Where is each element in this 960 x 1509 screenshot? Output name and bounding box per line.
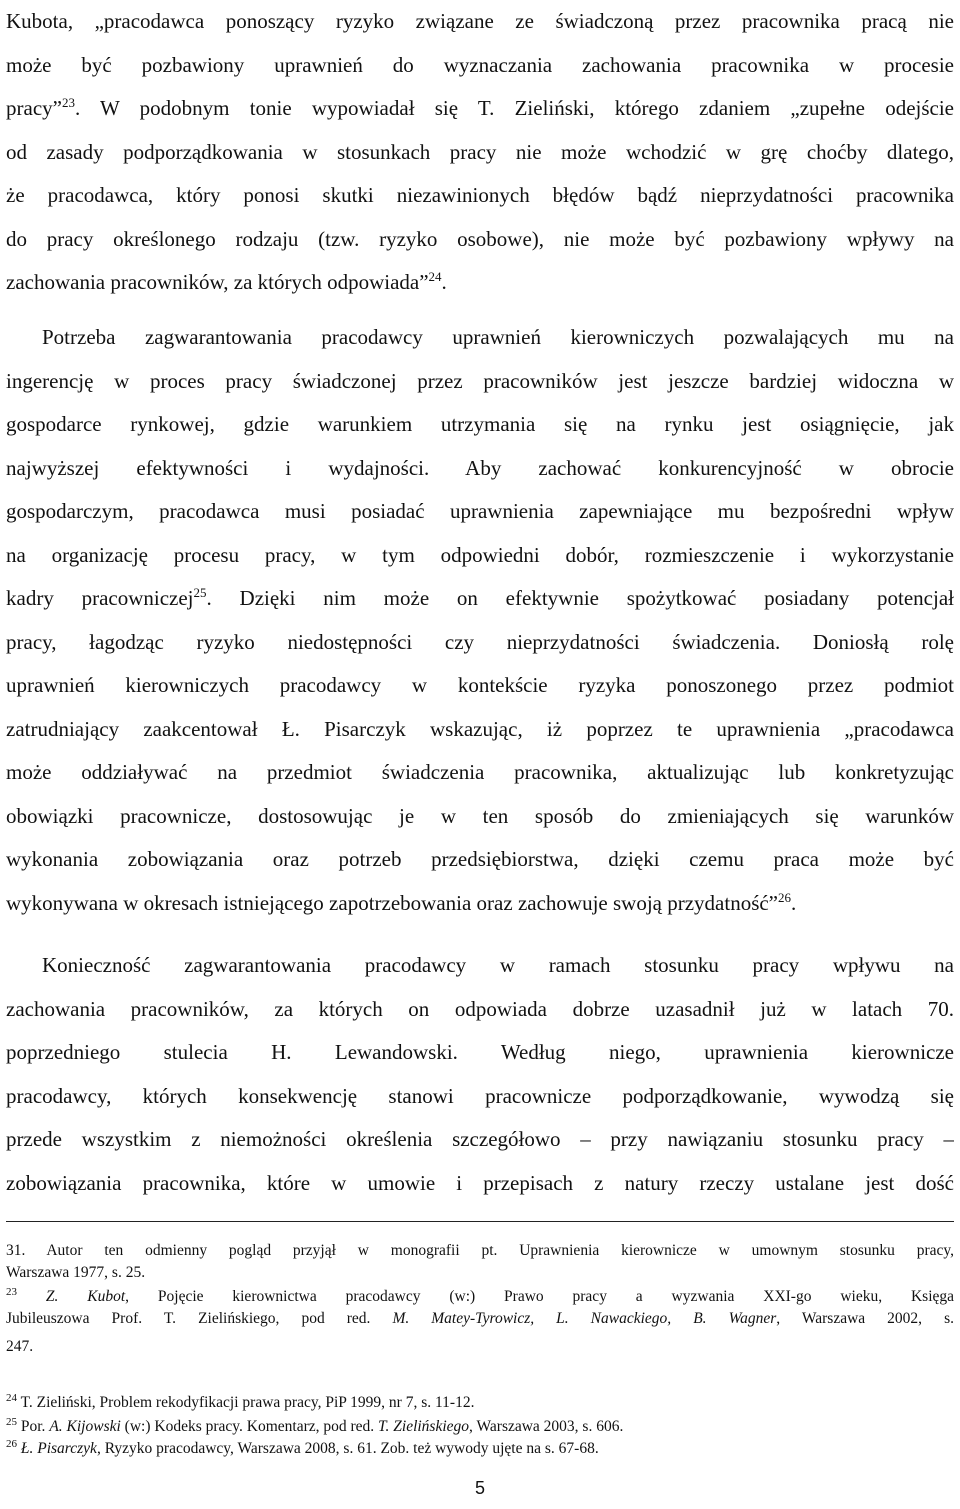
text-line: Kubota, „pracodawca ponoszący ryzyko związane ze świadczoną przez pracownika pracą nie [6, 9, 954, 33]
paragraph-1 [6, 0, 954, 305]
author-name: Z. Kubot [45, 1288, 126, 1305]
text-segment: . [791, 890, 797, 915]
footnote-line: Warszawa 1977, s. 25. [6, 1264, 146, 1281]
footnote-line [6, 1438, 954, 1460]
text-line: obowiązki pracownicze, dostosowując je w ten sposób do zmieniających się warunków [6, 803, 954, 828]
footnote-25 [6, 1416, 954, 1438]
footnote-text: Por. [17, 1418, 50, 1435]
text-segment: pracy” [6, 96, 62, 120]
text-line: poprzedniego stulecia H. Lewandowski. Według niego, uprawnienia kierownicze [6, 1040, 954, 1064]
editor-name: T. Zielińskiego [378, 1418, 470, 1435]
text-segment: . W podobnym tonie wypowiadał się T. Zieliński, którego zdaniem „zupełne odejście [74, 96, 954, 120]
footnote-text: , Pojęcie kierownictwa pracodawcy (w:) Prawo pracy a wyzwania XXI-go wieku, Księga [125, 1288, 954, 1305]
text-line: zobowiązania pracownika, które w umowie i przepisach z natury rzeczy ustalane jest dość [6, 1170, 954, 1195]
author-name: A. Kijowski [49, 1418, 121, 1435]
text-segment: . [441, 270, 447, 294]
footnote-number: 24 [6, 1392, 17, 1404]
footnote-line: 247. [6, 1338, 34, 1355]
footnote-ref: 26 [778, 889, 792, 905]
footnote-separator [6, 1221, 954, 1222]
text-line: uprawnień kierowniczych pracodawcy w kontekście ryzyka ponoszonego przez podmiot [6, 673, 954, 697]
text-segment: wykonywana w okresach istniejącego zapotrzebowania oraz zachowuje swoją przydatność” [6, 890, 779, 915]
text-line: najwyższej efektywności i wydajności. Aby zachować konkurencyjność w obrocie [6, 455, 954, 480]
footnote-24 [6, 1392, 954, 1414]
footnote-text: , Ryzyko pracodawcy, Warszawa 2008, s. 61. Zob. też wywody ujęte na s. 67-68. [96, 1440, 599, 1457]
text-line: od zasady podporządkowania w stosunkach pracy nie może wchodzić w grę choćby dlatego, [6, 139, 954, 164]
text-line [6, 261, 954, 305]
text-line [6, 882, 954, 926]
text-line [6, 577, 954, 621]
text-line: gospodarczym, pracodawca musi posiadać uprawnienia zapewniające mu bezpośredni wpływ [6, 499, 954, 523]
text-line [6, 87, 954, 131]
footnote-number: 25 [6, 1416, 17, 1428]
footnote-line [6, 1308, 954, 1330]
text-line: ingerencję w proces pracy świadczonej przez pracowników jest jeszcze bardziej widoczna w [6, 368, 954, 393]
footnote-number: 23 [6, 1286, 17, 1298]
text-line: może oddziaływać na przedmiot świadczenia pracownika, aktualizując lub konkretyzując [6, 760, 954, 784]
footnote-line [6, 1392, 954, 1414]
footnote-ref: 24 [428, 269, 442, 284]
text-segment: zachowania pracowników, za których odpowiada” [6, 270, 429, 294]
text-line: wykonania zobowiązania oraz potrzeb przedsiębiorstwa, dzięki czemu praca może być [6, 847, 954, 871]
footnote-23 [6, 1286, 954, 1358]
footnote-line [6, 1286, 954, 1308]
footnote-ref: 25 [193, 585, 207, 600]
text-segment: kadry pracowniczej [6, 586, 194, 610]
footnote-line [6, 1416, 954, 1438]
footnote-number: 26 [6, 1438, 17, 1450]
text-line: Potrzeba zagwarantowania pracodawcy uprawnień kierowniczych pozwalających mu na [42, 325, 954, 349]
text-line: pracodawcy, których konsekwencję stanowi pracownicze podporządkowanie, wywodzą się [6, 1083, 954, 1108]
footnote-26 [6, 1438, 954, 1460]
text-line: zachowania pracowników, za których on odpowiada dobrze uzasadnił już w latach 70. [6, 996, 954, 1021]
text-line: pracy, łagodząc ryzyko niedostępności czy nieprzydatności świadczenia. Doniosłą rolę [6, 629, 954, 654]
text-line: gospodarce rynkowej, gdzie warunkiem utrzymania się na rynku jest osiągnięcie, jak [6, 412, 954, 436]
text-segment: . Dzięki nim może on efektywnie spożytkować posiadany potencjał [206, 586, 954, 610]
text-line: Konieczność zagwarantowania pracodawcy w ramach stosunku pracy wpływu na [42, 953, 954, 977]
footnote-ref: 23 [61, 95, 75, 110]
footnote-continued [6, 1240, 954, 1284]
paragraph-3 [6, 944, 954, 1205]
footnote-text: T. Zieliński, Problem rekodyfikacji prawa pracy, PiP 1999, nr 7, s. 11-12. [17, 1394, 475, 1411]
paragraph-2 [6, 316, 954, 925]
text-line: może być pozbawiony uprawnień do wyznaczania zachowania pracownika w procesie [6, 52, 954, 77]
footnote-text: , Warszawa 2002, s. [776, 1310, 954, 1327]
footnote-text: Jubileuszowa Prof. T. Zielińskiego, pod red. [6, 1310, 393, 1327]
footnote-text: , Warszawa 2003, s. 606. [469, 1418, 624, 1435]
text-line: do pracy określonego rodzaju (tzw. ryzyko osobowe), nie może być pozbawiony wpływy na [6, 226, 954, 251]
text-line: przede wszystkim z niemożności określenia szczegółowo – przy nawiązaniu stosunku pracy – [6, 1127, 954, 1151]
footnote-text: (w:) Kodeks pracy. Komentarz, pod red. [120, 1418, 379, 1435]
editor-names: M. Matey-Tyrowicz, L. Nawackiego, B. Wagner [392, 1310, 777, 1327]
author-name: Ł. Pisarczyk [20, 1440, 97, 1457]
text-line: zatrudniający zaakcentował Ł. Pisarczyk wskazując, iż poprzez te uprawnienia „pracodawca [6, 716, 954, 741]
page-number: 5 [474, 1478, 485, 1498]
footnote-line: 31. Autor ten odmienny pogląd przyjął w monografii pt. Uprawnienia kierownicze w umownym stosunku pracy, [6, 1242, 954, 1259]
text-line: że pracodawca, który ponosi skutki niezawinionych błędów bądź nieprzydatności pracownika [6, 183, 954, 207]
text-line: na organizację procesu pracy, w tym odpowiedni dobór, rozmieszczenie i wykorzystanie [6, 542, 954, 567]
